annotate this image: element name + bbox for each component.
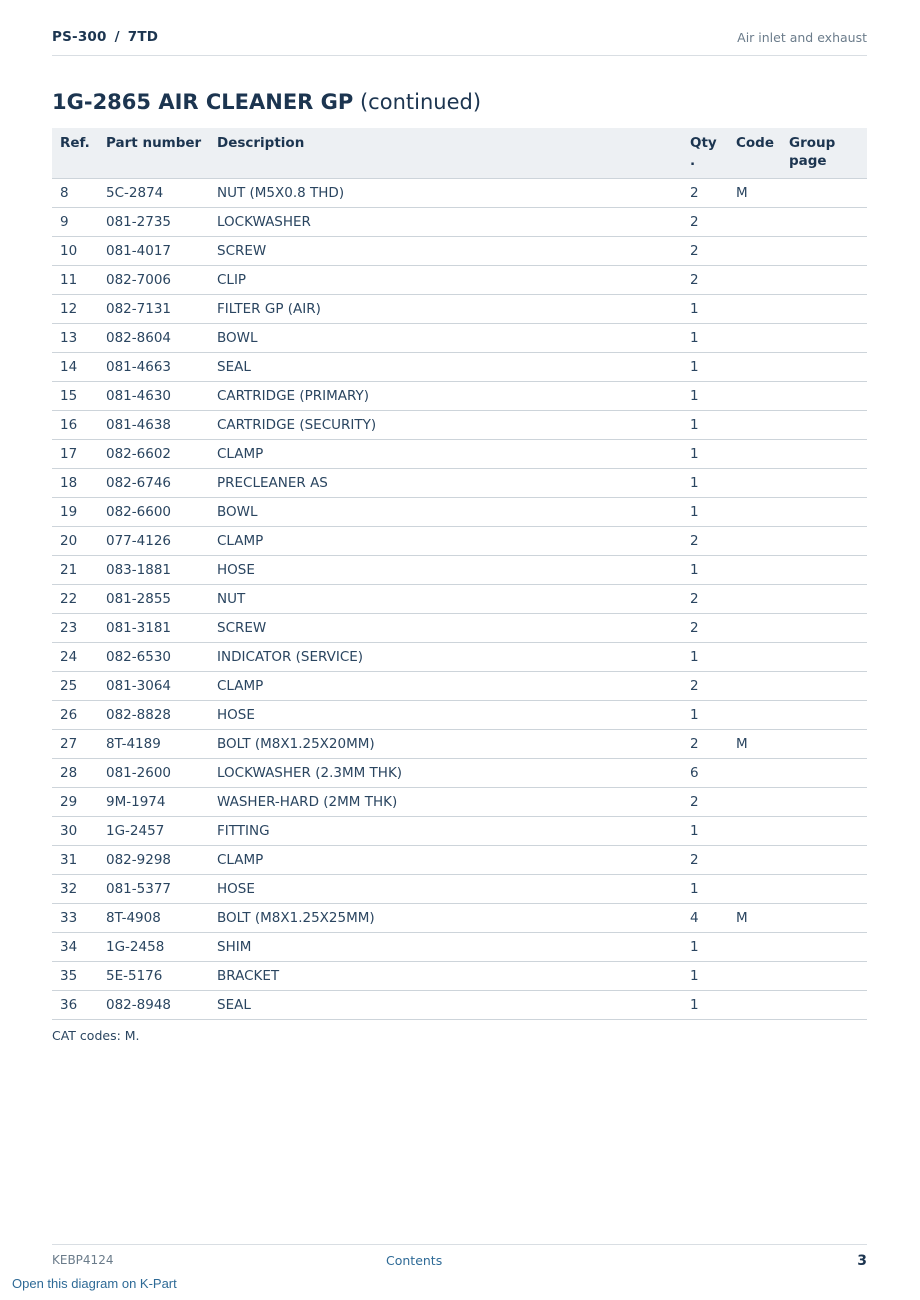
table-row [52, 208, 867, 237]
cell-description: CLAMP [209, 440, 682, 469]
cell-qty: 6 [682, 759, 728, 788]
cell-group-page [781, 933, 867, 962]
cell-group-page [781, 788, 867, 817]
cell-qty: 2 [682, 585, 728, 614]
cell-part-number: 082-8948 [98, 991, 209, 1020]
cell-part-number: 081-5377 [98, 875, 209, 904]
cell-qty: 1 [682, 933, 728, 962]
cell-code [728, 991, 781, 1020]
cell-group-page [781, 208, 867, 237]
cell-description: HOSE [209, 556, 682, 585]
cell-part-number: 081-4663 [98, 353, 209, 382]
cell-ref: 13 [52, 324, 98, 353]
cell-ref: 11 [52, 266, 98, 295]
cell-code [728, 962, 781, 991]
table-row [52, 643, 867, 672]
qty-header-line1: Qty [690, 135, 717, 151]
cell-code [728, 672, 781, 701]
cell-description: HOSE [209, 875, 682, 904]
cell-qty: 2 [682, 237, 728, 266]
cell-code [728, 933, 781, 962]
cell-code [728, 614, 781, 643]
cell-part-number: 083-1881 [98, 556, 209, 585]
document-page [52, 0, 867, 1300]
cell-ref: 10 [52, 237, 98, 266]
table-row [52, 788, 867, 817]
cell-group-page [781, 411, 867, 440]
cell-ref: 31 [52, 846, 98, 875]
table-row [52, 672, 867, 701]
table-row [52, 585, 867, 614]
section-name: Air inlet and exhaust [737, 30, 867, 45]
cell-group-page [781, 701, 867, 730]
table-row [52, 179, 867, 208]
cell-code [728, 237, 781, 266]
table-row [52, 817, 867, 846]
cell-part-number: 082-6600 [98, 498, 209, 527]
table-row [52, 237, 867, 266]
cell-code [728, 208, 781, 237]
cell-ref: 12 [52, 295, 98, 324]
table-row [52, 527, 867, 556]
serial-prefix: 7TD [127, 29, 159, 45]
table-row [52, 701, 867, 730]
cell-ref: 22 [52, 585, 98, 614]
cell-ref: 28 [52, 759, 98, 788]
page-title [52, 90, 481, 114]
cell-code [728, 498, 781, 527]
cell-description: BOWL [209, 498, 682, 527]
page-number: 3 [857, 1253, 867, 1269]
cell-group-page [781, 991, 867, 1020]
title-suffix: (continued) [359, 90, 482, 114]
cell-ref: 8 [52, 179, 98, 208]
cell-group-page [781, 846, 867, 875]
cell-code: M [728, 904, 781, 933]
cell-qty: 1 [682, 991, 728, 1020]
cell-ref: 30 [52, 817, 98, 846]
cell-code [728, 411, 781, 440]
cell-description: CLAMP [209, 846, 682, 875]
column-header-code: Code [728, 128, 781, 179]
parts-table [52, 128, 867, 1020]
cell-part-number: 081-4630 [98, 382, 209, 411]
cell-qty: 1 [682, 498, 728, 527]
cell-qty: 2 [682, 788, 728, 817]
cell-code: M [728, 179, 781, 208]
group-header-line2: page [789, 153, 827, 169]
cell-qty: 4 [682, 904, 728, 933]
column-header-ref: Ref. [52, 128, 98, 179]
table-row [52, 324, 867, 353]
page-footer [52, 1244, 867, 1275]
cell-qty: 1 [682, 382, 728, 411]
cell-qty: 2 [682, 846, 728, 875]
cell-code: M [728, 730, 781, 759]
cell-code [728, 701, 781, 730]
cell-group-page [781, 353, 867, 382]
cell-description: BOLT (M8X1.25X20MM) [209, 730, 682, 759]
cell-part-number: 082-9298 [98, 846, 209, 875]
table-row [52, 498, 867, 527]
cell-ref: 16 [52, 411, 98, 440]
cell-description: NUT [209, 585, 682, 614]
cell-part-number: 082-7006 [98, 266, 209, 295]
cell-qty: 1 [682, 875, 728, 904]
cell-code [728, 353, 781, 382]
cell-ref: 36 [52, 991, 98, 1020]
cell-ref: 17 [52, 440, 98, 469]
cell-description: LOCKWASHER [209, 208, 682, 237]
cell-part-number: 082-6530 [98, 643, 209, 672]
model-name: PS-300 [52, 29, 107, 45]
cell-ref: 33 [52, 904, 98, 933]
cell-group-page [781, 759, 867, 788]
cell-ref: 34 [52, 933, 98, 962]
cell-description: WASHER-HARD (2MM THK) [209, 788, 682, 817]
column-header-qty [682, 128, 728, 179]
cell-part-number: 077-4126 [98, 527, 209, 556]
cell-group-page [781, 527, 867, 556]
cell-code [728, 817, 781, 846]
table-row [52, 991, 867, 1020]
cell-part-number: 081-2735 [98, 208, 209, 237]
table-row [52, 730, 867, 759]
cell-part-number: 081-4017 [98, 237, 209, 266]
cell-group-page [781, 672, 867, 701]
cell-group-page [781, 614, 867, 643]
cell-description: SCREW [209, 614, 682, 643]
cell-code [728, 324, 781, 353]
table-row [52, 295, 867, 324]
cell-ref: 21 [52, 556, 98, 585]
table-header-row [52, 128, 867, 179]
cell-group-page [781, 498, 867, 527]
table-row [52, 933, 867, 962]
cell-part-number: 082-6746 [98, 469, 209, 498]
cell-code [728, 759, 781, 788]
column-header-part-number: Part number [98, 128, 209, 179]
table-row [52, 846, 867, 875]
cell-part-number: 081-3181 [98, 614, 209, 643]
qty-header-line2: . [690, 153, 696, 169]
table-row [52, 382, 867, 411]
cell-group-page [781, 237, 867, 266]
cell-code [728, 875, 781, 904]
cell-part-number: 081-4638 [98, 411, 209, 440]
cell-description: NUT (M5X0.8 THD) [209, 179, 682, 208]
cell-description: FITTING [209, 817, 682, 846]
cell-ref: 18 [52, 469, 98, 498]
cell-ref: 19 [52, 498, 98, 527]
cell-description: PRECLEANER AS [209, 469, 682, 498]
cell-qty: 1 [682, 353, 728, 382]
cell-code [728, 788, 781, 817]
cell-ref: 26 [52, 701, 98, 730]
cell-ref: 14 [52, 353, 98, 382]
table-row [52, 353, 867, 382]
group-header-line1: Group [789, 135, 836, 151]
breadcrumb-separator: / [114, 29, 120, 45]
cell-code [728, 469, 781, 498]
cell-description: HOSE [209, 701, 682, 730]
cell-description: SEAL [209, 353, 682, 382]
cell-qty: 2 [682, 527, 728, 556]
cell-ref: 9 [52, 208, 98, 237]
table-row [52, 904, 867, 933]
cell-code [728, 643, 781, 672]
cell-part-number: 081-2600 [98, 759, 209, 788]
open-diagram-link[interactable]: Open this diagram on K-Part [12, 1276, 177, 1291]
cell-part-number: 082-7131 [98, 295, 209, 324]
cell-part-number: 8T-4908 [98, 904, 209, 933]
table-row [52, 962, 867, 991]
cell-ref: 32 [52, 875, 98, 904]
cell-ref: 27 [52, 730, 98, 759]
cell-part-number: 5C-2874 [98, 179, 209, 208]
cell-description: CLAMP [209, 672, 682, 701]
cell-group-page [781, 556, 867, 585]
cell-qty: 2 [682, 614, 728, 643]
cell-qty: 1 [682, 411, 728, 440]
cell-part-number: 9M-1974 [98, 788, 209, 817]
cell-part-number: 082-6602 [98, 440, 209, 469]
cell-code [728, 527, 781, 556]
cell-ref: 35 [52, 962, 98, 991]
title-main: 1G-2865 AIR CLEANER GP [52, 90, 354, 114]
cell-description: CARTRIDGE (PRIMARY) [209, 382, 682, 411]
cell-group-page [781, 962, 867, 991]
cell-qty: 1 [682, 962, 728, 991]
cell-ref: 20 [52, 527, 98, 556]
cell-group-page [781, 730, 867, 759]
cell-group-page [781, 469, 867, 498]
cell-description: SEAL [209, 991, 682, 1020]
cell-code [728, 585, 781, 614]
table-body [52, 179, 867, 1020]
table-row [52, 614, 867, 643]
cell-description: BOLT (M8X1.25X25MM) [209, 904, 682, 933]
cell-group-page [781, 295, 867, 324]
cell-qty: 2 [682, 179, 728, 208]
cell-group-page [781, 904, 867, 933]
cell-description: LOCKWASHER (2.3MM THK) [209, 759, 682, 788]
cell-ref: 24 [52, 643, 98, 672]
cell-code [728, 295, 781, 324]
cell-group-page [781, 440, 867, 469]
cell-qty: 2 [682, 208, 728, 237]
cell-qty: 2 [682, 730, 728, 759]
cell-group-page [781, 324, 867, 353]
table-row [52, 556, 867, 585]
cell-group-page [781, 585, 867, 614]
cat-codes-note: CAT codes: M. [52, 1028, 140, 1043]
cell-ref: 25 [52, 672, 98, 701]
cell-group-page [781, 382, 867, 411]
cell-description: INDICATOR (SERVICE) [209, 643, 682, 672]
cell-code [728, 440, 781, 469]
table-row [52, 875, 867, 904]
cell-qty: 1 [682, 701, 728, 730]
cell-part-number: 081-2855 [98, 585, 209, 614]
cell-part-number: 081-3064 [98, 672, 209, 701]
cell-ref: 29 [52, 788, 98, 817]
cell-code [728, 382, 781, 411]
cell-ref: 15 [52, 382, 98, 411]
cell-group-page [781, 266, 867, 295]
cell-group-page [781, 643, 867, 672]
cell-description: FILTER GP (AIR) [209, 295, 682, 324]
table-row [52, 759, 867, 788]
cell-description: SHIM [209, 933, 682, 962]
cell-ref: 23 [52, 614, 98, 643]
cell-qty: 2 [682, 672, 728, 701]
cell-qty: 1 [682, 324, 728, 353]
cell-description: CLIP [209, 266, 682, 295]
cell-qty: 1 [682, 556, 728, 585]
cell-description: BRACKET [209, 962, 682, 991]
cell-group-page [781, 179, 867, 208]
cell-qty: 2 [682, 266, 728, 295]
table-row [52, 440, 867, 469]
cell-part-number: 1G-2458 [98, 933, 209, 962]
cell-group-page [781, 875, 867, 904]
table-row [52, 266, 867, 295]
cell-description: CLAMP [209, 527, 682, 556]
cell-qty: 1 [682, 440, 728, 469]
contents-link[interactable]: Contents [386, 1253, 443, 1268]
cell-description: SCREW [209, 237, 682, 266]
cell-qty: 1 [682, 643, 728, 672]
cell-part-number: 1G-2457 [98, 817, 209, 846]
cell-part-number: 8T-4189 [98, 730, 209, 759]
table-row [52, 411, 867, 440]
cell-part-number: 5E-5176 [98, 962, 209, 991]
model-breadcrumb [52, 29, 158, 45]
column-header-group-page [781, 128, 867, 179]
cell-part-number: 082-8828 [98, 701, 209, 730]
document-id: KEBP4124 [52, 1253, 114, 1267]
cell-code [728, 846, 781, 875]
cell-code [728, 266, 781, 295]
cell-group-page [781, 817, 867, 846]
cell-description: CARTRIDGE (SECURITY) [209, 411, 682, 440]
cell-qty: 1 [682, 295, 728, 324]
cell-qty: 1 [682, 469, 728, 498]
cell-part-number: 082-8604 [98, 324, 209, 353]
cell-qty: 1 [682, 817, 728, 846]
cell-description: BOWL [209, 324, 682, 353]
column-header-description: Description [209, 128, 682, 179]
table-row [52, 469, 867, 498]
cell-code [728, 556, 781, 585]
page-header [52, 28, 867, 56]
